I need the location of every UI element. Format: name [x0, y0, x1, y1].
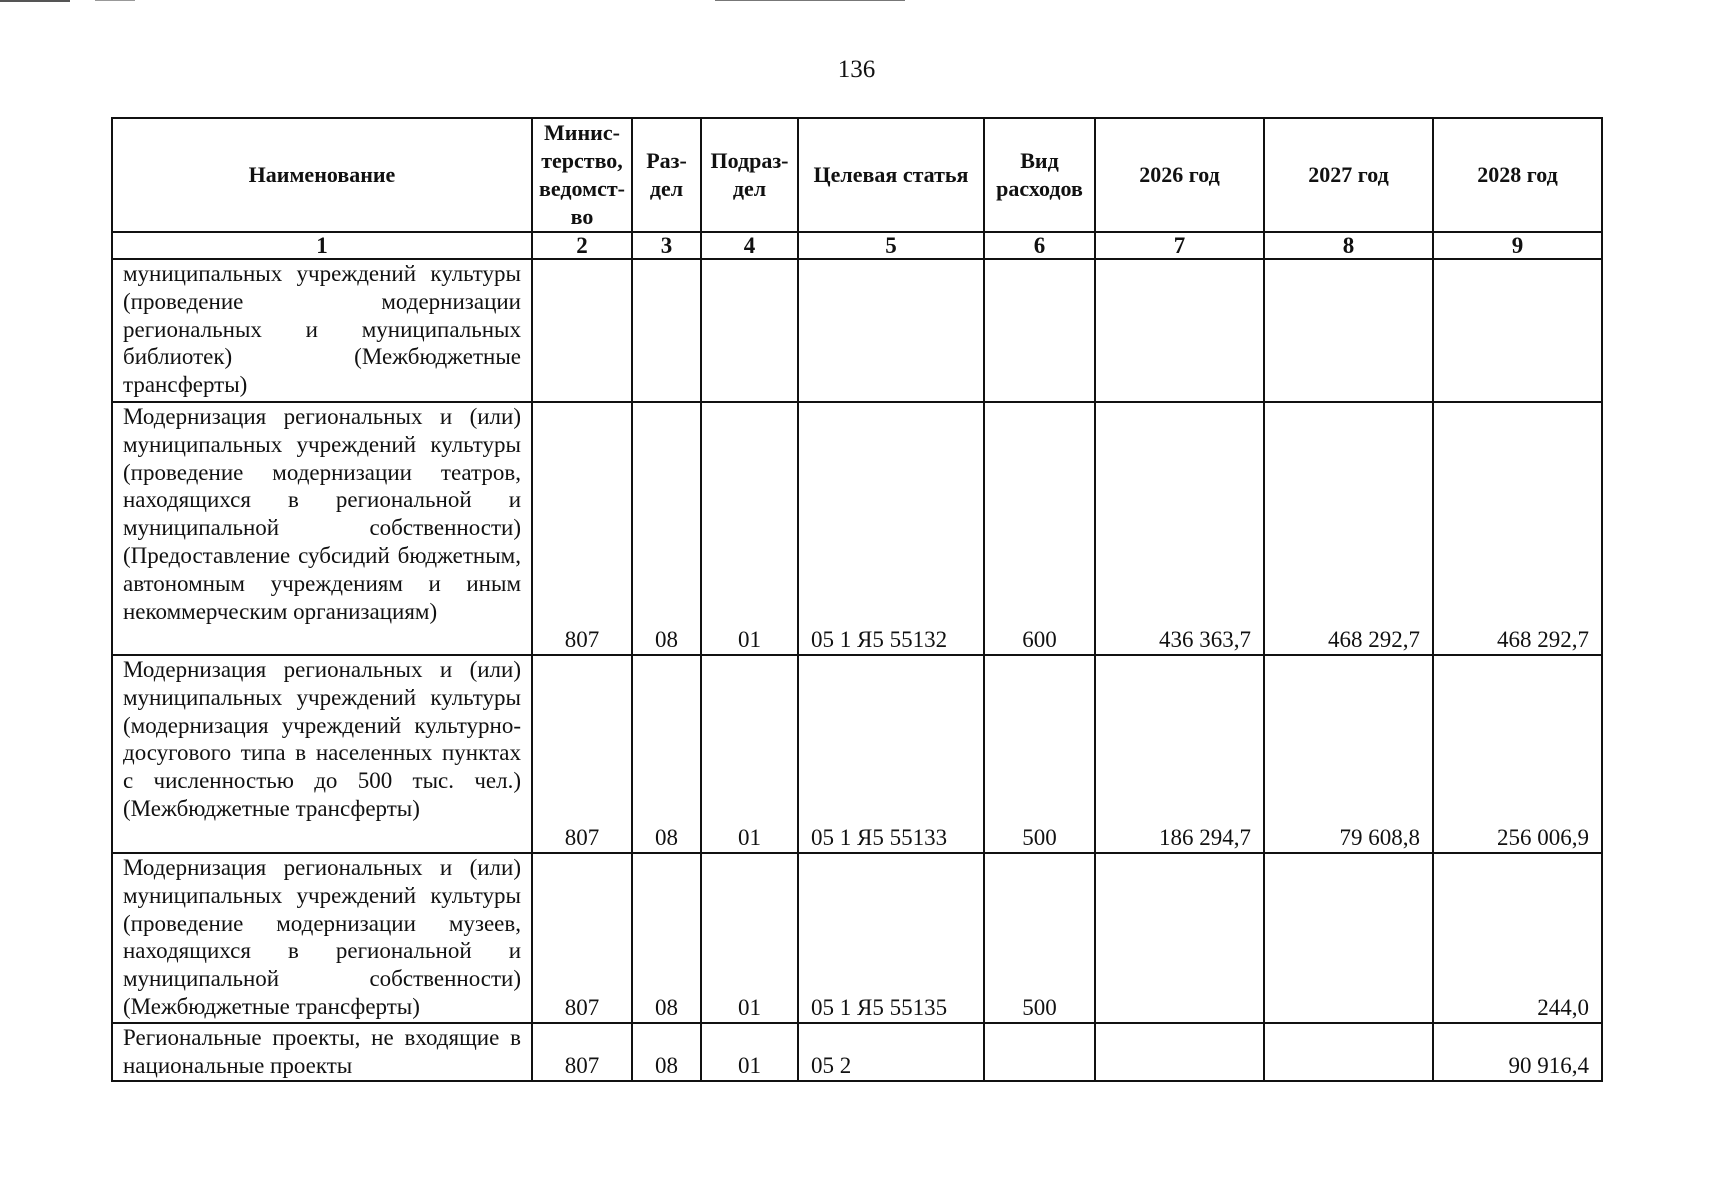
- column-number: 7: [1095, 232, 1264, 259]
- row-amount-2027: [1264, 259, 1433, 402]
- row-amount-2028: [1433, 259, 1602, 402]
- row-amount-2027: [1264, 1023, 1433, 1081]
- scan-artifact: [0, 0, 70, 2]
- row-amount-2026: [1095, 1023, 1264, 1081]
- row-name: муниципальных учреждений культуры (проведение модернизации региональных и муниципальных библиотек) (Межбюджетные трансферты): [112, 259, 532, 402]
- table-row: [112, 853, 1602, 1023]
- row-name: Модернизация региональных и (или) муниципальных учреждений культуры (проведение модернизации музеев, находящихся в региональной и муниципальной собственности) (Межбюджетные трансферты): [112, 853, 532, 1023]
- row-amount-2028: 244,0: [1433, 853, 1602, 1023]
- row-amount-2026: 436 363,7: [1095, 402, 1264, 655]
- row-section: 08: [632, 1023, 701, 1081]
- row-section: [632, 259, 701, 402]
- row-subsection: [701, 259, 798, 402]
- table-row: [112, 655, 1602, 853]
- column-number: 4: [701, 232, 798, 259]
- row-target-article: 05 1 Я5 55132: [798, 402, 984, 655]
- row-subsection: 01: [701, 655, 798, 853]
- row-ministry: 807: [532, 853, 632, 1023]
- row-name: Региональные проекты, не входящие в национальные проекты: [112, 1023, 532, 1081]
- column-number-row: [112, 232, 1602, 259]
- row-section: 08: [632, 655, 701, 853]
- row-amount-2027: 79 608,8: [1264, 655, 1433, 853]
- header-subsection: Подраз-дел: [701, 118, 798, 232]
- column-number: 3: [632, 232, 701, 259]
- column-number: 9: [1433, 232, 1602, 259]
- header-target-article: Целевая статья: [798, 118, 984, 232]
- column-number: 6: [984, 232, 1095, 259]
- header-year-2027: 2027 год: [1264, 118, 1433, 232]
- column-number: 5: [798, 232, 984, 259]
- row-amount-2028: 90 916,4: [1433, 1023, 1602, 1081]
- row-expense-type: 500: [984, 853, 1095, 1023]
- page-number: 136: [837, 56, 876, 83]
- row-section: 08: [632, 402, 701, 655]
- row-expense-type: 500: [984, 655, 1095, 853]
- table-row: [112, 259, 1602, 402]
- header-section: Раз-дел: [632, 118, 701, 232]
- row-target-article: 05 1 Я5 55133: [798, 655, 984, 853]
- table-header-row: [112, 118, 1602, 232]
- row-target-article: 05 2: [798, 1023, 984, 1081]
- row-ministry: 807: [532, 1023, 632, 1081]
- row-amount-2026: [1095, 853, 1264, 1023]
- header-name: Наименование: [112, 118, 532, 232]
- row-amount-2028: 468 292,7: [1433, 402, 1602, 655]
- row-subsection: 01: [701, 1023, 798, 1081]
- row-amount-2026: [1095, 259, 1264, 402]
- column-number: 8: [1264, 232, 1433, 259]
- row-name: Модернизация региональных и (или) муниципальных учреждений культуры (проведение модернизации театров, находящихся в региональной и муниципальной собственности) (Предоставление субсидий бюджетным, автономным учреждениям и иным некоммерческим организациям): [112, 402, 532, 655]
- row-target-article: 05 1 Я5 55135: [798, 853, 984, 1023]
- row-ministry: [532, 259, 632, 402]
- table-row: [112, 1023, 1602, 1081]
- header-ministry: Минис-терство, ведомст-во: [532, 118, 632, 232]
- budget-table: [111, 117, 1603, 1082]
- row-amount-2028: 256 006,9: [1433, 655, 1602, 853]
- row-subsection: 01: [701, 853, 798, 1023]
- column-number: 1: [112, 232, 532, 259]
- header-year-2028: 2028 год: [1433, 118, 1602, 232]
- row-section: 08: [632, 853, 701, 1023]
- row-target-article: [798, 259, 984, 402]
- row-expense-type: [984, 1023, 1095, 1081]
- row-amount-2026: 186 294,7: [1095, 655, 1264, 853]
- row-ministry: 807: [532, 655, 632, 853]
- row-ministry: 807: [532, 402, 632, 655]
- row-expense-type: 600: [984, 402, 1095, 655]
- row-amount-2027: [1264, 853, 1433, 1023]
- row-expense-type: [984, 259, 1095, 402]
- row-amount-2027: 468 292,7: [1264, 402, 1433, 655]
- column-number: 2: [532, 232, 632, 259]
- scan-artifact: [715, 0, 905, 1]
- row-subsection: 01: [701, 402, 798, 655]
- table-row: [112, 402, 1602, 655]
- header-expense-type: Вид расходов: [984, 118, 1095, 232]
- scan-artifact: [95, 0, 135, 1]
- header-year-2026: 2026 год: [1095, 118, 1264, 232]
- row-name: Модернизация региональных и (или) муниципальных учреждений культуры (модернизация учреждений культурно-досугового типа в населенных пунктах с численностью до 500 тыс. чел.) (Межбюджетные трансферты): [112, 655, 532, 853]
